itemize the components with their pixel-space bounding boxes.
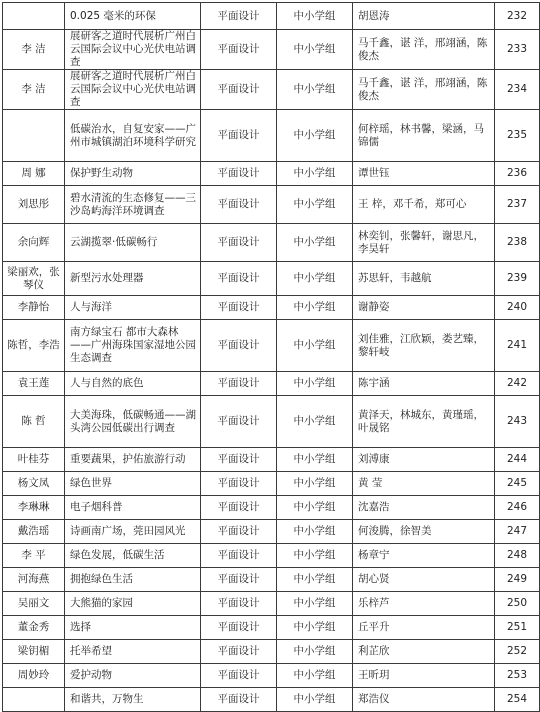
advisor-cell: 周 娜 — [3, 162, 65, 186]
title-cell: 展研客之道时代展析广州白云国际会议中心光伏电站调查 — [65, 70, 201, 110]
title-cell: 南方绿宝石 都市大森林——广州海珠国家湿地公园生态调查 — [65, 320, 201, 372]
advisor-cell: 余向辉 — [3, 224, 65, 262]
table-row — [3, 110, 540, 162]
members-cell: 刘溥康 — [353, 448, 495, 472]
group-cell: 中小学组 — [277, 544, 353, 568]
members-cell: 胡心贤 — [353, 568, 495, 592]
table-row — [3, 544, 540, 568]
number-cell: 246 — [495, 496, 540, 520]
title-cell: 大熊猫的家园 — [65, 592, 201, 616]
group-cell: 中小学组 — [277, 520, 353, 544]
table-row — [3, 688, 540, 712]
table-row — [3, 496, 540, 520]
advisor-cell: 袁王莲 — [3, 372, 65, 396]
number-cell: 237 — [495, 186, 540, 224]
category-cell: 平面设计 — [201, 640, 277, 664]
category-cell: 平面设计 — [201, 544, 277, 568]
category-cell: 平面设计 — [201, 688, 277, 712]
title-cell: 和谐共，万物生 — [65, 688, 201, 712]
table-row — [3, 320, 540, 372]
number-cell: 252 — [495, 640, 540, 664]
title-cell: 选择 — [65, 616, 201, 640]
members-cell: 马千鑫，谌 洋，邢翊涵，陈俊杰 — [353, 30, 495, 70]
members-cell: 丘平升 — [353, 616, 495, 640]
title-cell: 0.025 毫米的环保 — [65, 3, 201, 30]
number-cell: 244 — [495, 448, 540, 472]
category-cell: 平面设计 — [201, 520, 277, 544]
advisor-cell: 梁丽欢，张琴仪 — [3, 262, 65, 296]
group-cell: 中小学组 — [277, 110, 353, 162]
group-cell: 中小学组 — [277, 224, 353, 262]
table-row — [3, 448, 540, 472]
advisor-cell: 李 洁 — [3, 70, 65, 110]
group-cell: 中小学组 — [277, 372, 353, 396]
advisor-cell: 陈 哲 — [3, 396, 65, 448]
group-cell: 中小学组 — [277, 3, 353, 30]
group-cell: 中小学组 — [277, 472, 353, 496]
number-cell: 254 — [495, 688, 540, 712]
members-cell: 何浚腾，徐智美 — [353, 520, 495, 544]
table-row — [3, 472, 540, 496]
group-cell: 中小学组 — [277, 262, 353, 296]
title-cell: 人与自然的底色 — [65, 372, 201, 396]
category-cell: 平面设计 — [201, 186, 277, 224]
table-row — [3, 30, 540, 70]
members-cell: 黄泽天，林城东，黄瑾瑶，叶晟铭 — [353, 396, 495, 448]
advisor-cell: 李 洁 — [3, 30, 65, 70]
number-cell: 241 — [495, 320, 540, 372]
title-cell: 电子烟科普 — [65, 496, 201, 520]
members-cell: 苏思轩，韦越航 — [353, 262, 495, 296]
table-row — [3, 616, 540, 640]
number-cell: 249 — [495, 568, 540, 592]
category-cell: 平面设计 — [201, 372, 277, 396]
table-row — [3, 520, 540, 544]
category-cell: 平面设计 — [201, 320, 277, 372]
advisor-cell: 刘思彤 — [3, 186, 65, 224]
category-cell: 平面设计 — [201, 30, 277, 70]
category-cell: 平面设计 — [201, 296, 277, 320]
title-cell: 低碳治水，自复安家——广州市城镇湖泊环境科学研究 — [65, 110, 201, 162]
table-row — [3, 70, 540, 110]
category-cell: 平面设计 — [201, 592, 277, 616]
members-cell: 杨章宁 — [353, 544, 495, 568]
members-cell: 林奕钊，张馨轩，谢思凡，李昊轩 — [353, 224, 495, 262]
group-cell: 中小学组 — [277, 592, 353, 616]
table-row — [3, 396, 540, 448]
category-cell: 平面设计 — [201, 448, 277, 472]
number-cell: 248 — [495, 544, 540, 568]
advisor-cell: 叶桂芬 — [3, 448, 65, 472]
members-cell: 王昕玥 — [353, 664, 495, 688]
number-cell: 251 — [495, 616, 540, 640]
table-row — [3, 3, 540, 30]
title-cell: 云湖揽翠·低碳畅行 — [65, 224, 201, 262]
advisor-cell: 李静怡 — [3, 296, 65, 320]
number-cell: 232 — [495, 3, 540, 30]
members-cell: 胡恩涛 — [353, 3, 495, 30]
members-cell: 乐梓芦 — [353, 592, 495, 616]
table-row — [3, 664, 540, 688]
number-cell: 236 — [495, 162, 540, 186]
title-cell: 重要蔬果，护佑旅游行动 — [65, 448, 201, 472]
group-cell: 中小学组 — [277, 664, 353, 688]
members-cell: 谢静姿 — [353, 296, 495, 320]
advisor-cell — [3, 3, 65, 30]
table-row — [3, 640, 540, 664]
number-cell: 235 — [495, 110, 540, 162]
group-cell: 中小学组 — [277, 162, 353, 186]
group-cell: 中小学组 — [277, 296, 353, 320]
number-cell: 238 — [495, 224, 540, 262]
title-cell: 展研客之道时代展析广州白云国际会议中心光伏电站调查 — [65, 30, 201, 70]
members-cell: 马千鑫，谌 洋，邢翊涵，陈俊杰 — [353, 70, 495, 110]
award-table — [2, 2, 540, 712]
number-cell: 239 — [495, 262, 540, 296]
members-cell: 陈宇涵 — [353, 372, 495, 396]
members-cell: 何梓瑶，林书馨，梁涵，马锦儒 — [353, 110, 495, 162]
advisor-cell: 周妙玲 — [3, 664, 65, 688]
category-cell: 平面设计 — [201, 3, 277, 30]
category-cell: 平面设计 — [201, 616, 277, 640]
advisor-cell: 梁钥楣 — [3, 640, 65, 664]
advisor-cell: 河海燕 — [3, 568, 65, 592]
group-cell: 中小学组 — [277, 396, 353, 448]
members-cell: 利芷欣 — [353, 640, 495, 664]
table-row — [3, 568, 540, 592]
table-row — [3, 162, 540, 186]
group-cell: 中小学组 — [277, 640, 353, 664]
table-row — [3, 186, 540, 224]
number-cell: 245 — [495, 472, 540, 496]
category-cell: 平面设计 — [201, 262, 277, 296]
advisor-cell: 李琳琳 — [3, 496, 65, 520]
category-cell: 平面设计 — [201, 224, 277, 262]
members-cell: 刘佳雅，江欣颖，娄艺臻，黎轩岐 — [353, 320, 495, 372]
title-cell: 拥抱绿色生活 — [65, 568, 201, 592]
members-cell: 谭世钰 — [353, 162, 495, 186]
title-cell: 大美海珠，低碳畅通——湖头湾公园低碳出行调查 — [65, 396, 201, 448]
members-cell: 沈嘉浩 — [353, 496, 495, 520]
category-cell: 平面设计 — [201, 110, 277, 162]
number-cell: 242 — [495, 372, 540, 396]
number-cell: 243 — [495, 396, 540, 448]
category-cell: 平面设计 — [201, 70, 277, 110]
number-cell: 234 — [495, 70, 540, 110]
category-cell: 平面设计 — [201, 568, 277, 592]
group-cell: 中小学组 — [277, 30, 353, 70]
title-cell: 碧水清流的生态修复——三沙岛屿海洋环境调查 — [65, 186, 201, 224]
advisor-cell: 陈哲，李浩 — [3, 320, 65, 372]
group-cell: 中小学组 — [277, 688, 353, 712]
advisor-cell: 戴浩瑶 — [3, 520, 65, 544]
number-cell: 247 — [495, 520, 540, 544]
group-cell: 中小学组 — [277, 320, 353, 372]
title-cell: 绿色发展，低碳生活 — [65, 544, 201, 568]
category-cell: 平面设计 — [201, 396, 277, 448]
table-row — [3, 592, 540, 616]
advisor-cell: 吴丽文 — [3, 592, 65, 616]
advisor-cell: 李 平 — [3, 544, 65, 568]
advisor-cell: 杨文凤 — [3, 472, 65, 496]
advisor-cell — [3, 110, 65, 162]
title-cell: 绿色世界 — [65, 472, 201, 496]
number-cell: 253 — [495, 664, 540, 688]
category-cell: 平面设计 — [201, 472, 277, 496]
advisor-cell: 董金秀 — [3, 616, 65, 640]
group-cell: 中小学组 — [277, 616, 353, 640]
table-row — [3, 372, 540, 396]
group-cell: 中小学组 — [277, 70, 353, 110]
category-cell: 平面设计 — [201, 496, 277, 520]
members-cell: 黄 莹 — [353, 472, 495, 496]
table-row — [3, 262, 540, 296]
group-cell: 中小学组 — [277, 448, 353, 472]
table-row — [3, 224, 540, 262]
group-cell: 中小学组 — [277, 568, 353, 592]
category-cell: 平面设计 — [201, 162, 277, 186]
table-row — [3, 296, 540, 320]
title-cell: 人与海洋 — [65, 296, 201, 320]
group-cell: 中小学组 — [277, 496, 353, 520]
title-cell: 保护野生动物 — [65, 162, 201, 186]
title-cell: 爱护动物 — [65, 664, 201, 688]
advisor-cell — [3, 688, 65, 712]
title-cell: 诗画南广场，莞田园风光 — [65, 520, 201, 544]
group-cell: 中小学组 — [277, 186, 353, 224]
title-cell: 新型污水处理器 — [65, 262, 201, 296]
award-table-body — [3, 3, 540, 712]
title-cell: 托举希望 — [65, 640, 201, 664]
number-cell: 240 — [495, 296, 540, 320]
members-cell: 王 梓，邓千希，郑可心 — [353, 186, 495, 224]
number-cell: 233 — [495, 30, 540, 70]
number-cell: 250 — [495, 592, 540, 616]
category-cell: 平面设计 — [201, 664, 277, 688]
members-cell: 郑浩仪 — [353, 688, 495, 712]
